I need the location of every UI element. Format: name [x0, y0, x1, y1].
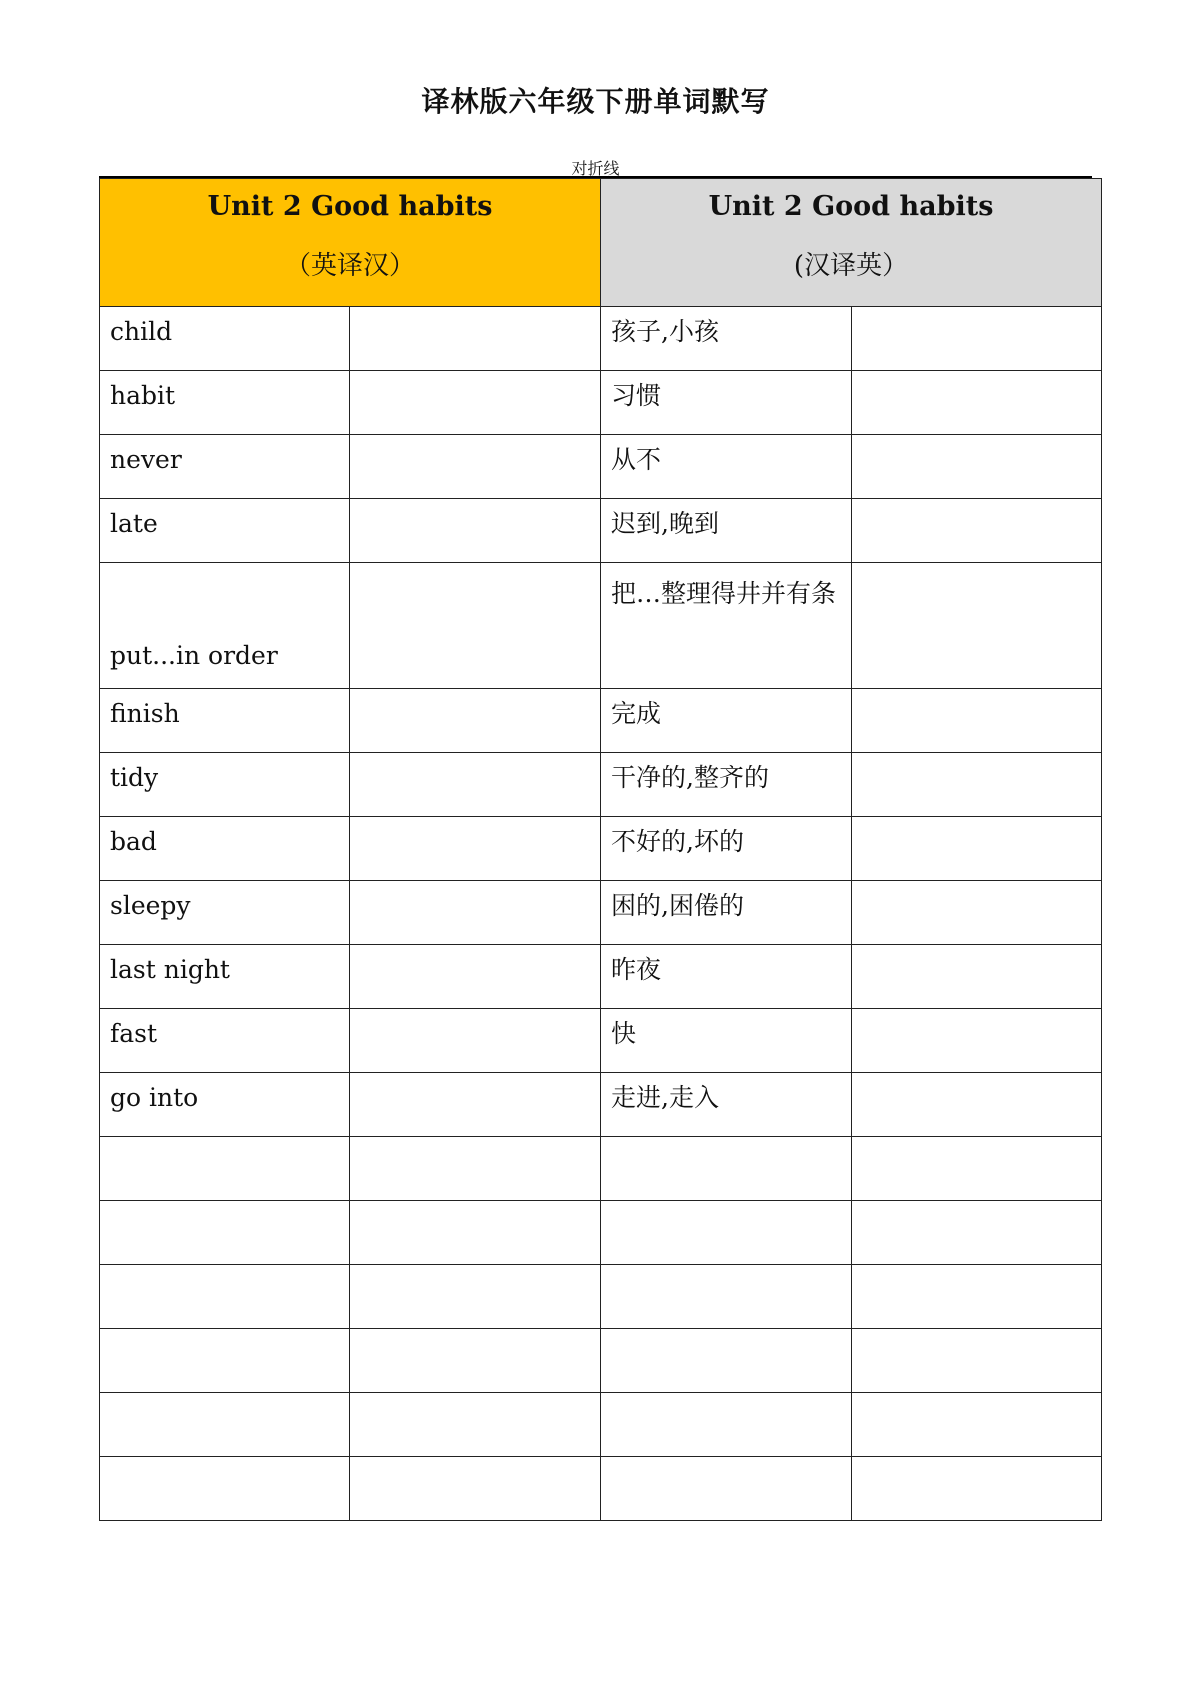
table-row — [100, 563, 1102, 689]
chinese-word-cell — [601, 1265, 852, 1329]
english-word-cell: bad — [100, 817, 350, 881]
english-word-cell — [100, 1329, 350, 1393]
english-answer-blank[interactable] — [852, 1393, 1102, 1457]
english-word-cell: sleepy — [100, 881, 350, 945]
english-answer-blank[interactable] — [852, 1009, 1102, 1073]
english-answer-blank[interactable] — [852, 1137, 1102, 1201]
table-row — [100, 1137, 1102, 1201]
chinese-word-cell: 不好的,坏的 — [601, 817, 852, 881]
fold-line-label: 对折线 — [571, 159, 620, 178]
chinese-answer-blank[interactable] — [350, 945, 601, 1009]
english-word-cell: late — [100, 499, 350, 563]
table-row — [100, 371, 1102, 435]
chinese-answer-blank[interactable] — [350, 435, 601, 499]
english-answer-blank[interactable] — [852, 881, 1102, 945]
table-row — [100, 1457, 1102, 1521]
chinese-answer-blank[interactable] — [350, 1265, 601, 1329]
english-word-cell — [100, 1393, 350, 1457]
english-answer-blank[interactable] — [852, 1073, 1102, 1137]
chinese-word-cell — [601, 1137, 852, 1201]
header-right-subtitle: (汉译英） — [793, 251, 909, 281]
table-row — [100, 1073, 1102, 1137]
chinese-word-cell — [601, 1329, 852, 1393]
english-word-cell — [100, 1137, 350, 1201]
english-answer-blank[interactable] — [852, 817, 1102, 881]
english-word-cell: put...in order — [100, 563, 350, 689]
table-row — [100, 881, 1102, 945]
chinese-answer-blank[interactable] — [350, 1009, 601, 1073]
english-answer-blank[interactable] — [852, 499, 1102, 563]
chinese-answer-blank[interactable] — [350, 753, 601, 817]
chinese-answer-blank[interactable] — [350, 689, 601, 753]
english-word-cell: fast — [100, 1009, 350, 1073]
english-word-cell: go into — [100, 1073, 350, 1137]
english-word-cell — [100, 1201, 350, 1265]
table-row — [100, 945, 1102, 1009]
chinese-word-cell: 快 — [601, 1009, 852, 1073]
page-title: 译林版六年级下册单词默写 — [421, 85, 770, 118]
english-answer-blank[interactable] — [852, 753, 1102, 817]
header-right-title: Unit 2 Good habits — [708, 191, 994, 222]
chinese-answer-blank[interactable] — [350, 371, 601, 435]
chinese-word-cell — [601, 1201, 852, 1265]
chinese-word-cell: 迟到,晚到 — [601, 499, 852, 563]
table-row — [100, 435, 1102, 499]
english-word-cell: last night — [100, 945, 350, 1009]
table-row — [100, 1329, 1102, 1393]
table-row — [100, 1009, 1102, 1073]
chinese-answer-blank[interactable] — [350, 499, 601, 563]
chinese-word-cell — [601, 1457, 852, 1521]
chinese-answer-blank[interactable] — [350, 881, 601, 945]
header-left-title: Unit 2 Good habits — [207, 191, 493, 222]
table-row — [100, 499, 1102, 563]
table-row — [100, 1265, 1102, 1329]
chinese-answer-blank[interactable] — [350, 1201, 601, 1265]
header-chinese-to-english — [601, 179, 1102, 307]
english-answer-blank[interactable] — [852, 689, 1102, 753]
chinese-answer-blank[interactable] — [350, 1329, 601, 1393]
chinese-word-cell: 孩子,小孩 — [601, 307, 852, 371]
english-word-cell — [100, 1265, 350, 1329]
chinese-answer-blank[interactable] — [350, 817, 601, 881]
chinese-word-cell: 昨夜 — [601, 945, 852, 1009]
english-answer-blank[interactable] — [852, 1329, 1102, 1393]
chinese-word-cell — [601, 1393, 852, 1457]
chinese-answer-blank[interactable] — [350, 1457, 601, 1521]
chinese-answer-blank[interactable] — [350, 1137, 601, 1201]
english-word-cell — [100, 1457, 350, 1521]
chinese-answer-blank[interactable] — [350, 307, 601, 371]
vocabulary-table — [99, 178, 1102, 1521]
table-row — [100, 1393, 1102, 1457]
chinese-word-cell: 走进,走入 — [601, 1073, 852, 1137]
english-word-cell: finish — [100, 689, 350, 753]
english-answer-blank[interactable] — [852, 1457, 1102, 1521]
header-english-to-chinese — [100, 179, 601, 307]
english-word-cell: never — [100, 435, 350, 499]
english-word-cell: child — [100, 307, 350, 371]
english-answer-blank[interactable] — [852, 371, 1102, 435]
english-answer-blank[interactable] — [852, 435, 1102, 499]
chinese-word-cell: 困的,困倦的 — [601, 881, 852, 945]
english-answer-blank[interactable] — [852, 563, 1102, 689]
table-header-row — [100, 179, 1102, 307]
chinese-answer-blank[interactable] — [350, 563, 601, 689]
table-row — [100, 307, 1102, 371]
english-word-cell: habit — [100, 371, 350, 435]
chinese-word-cell: 习惯 — [601, 371, 852, 435]
table-row — [100, 753, 1102, 817]
english-answer-blank[interactable] — [852, 1201, 1102, 1265]
english-answer-blank[interactable] — [852, 307, 1102, 371]
chinese-word-cell: 把…整理得井并有条 — [601, 563, 852, 689]
english-word-cell: tidy — [100, 753, 350, 817]
table-row — [100, 689, 1102, 753]
english-answer-blank[interactable] — [852, 1265, 1102, 1329]
table-row — [100, 817, 1102, 881]
english-answer-blank[interactable] — [852, 945, 1102, 1009]
chinese-word-cell: 干净的,整齐的 — [601, 753, 852, 817]
header-left-subtitle: （英译汉） — [284, 251, 415, 281]
table-row — [100, 1201, 1102, 1265]
chinese-answer-blank[interactable] — [350, 1073, 601, 1137]
chinese-word-cell: 完成 — [601, 689, 852, 753]
chinese-word-cell: 从不 — [601, 435, 852, 499]
chinese-answer-blank[interactable] — [350, 1393, 601, 1457]
